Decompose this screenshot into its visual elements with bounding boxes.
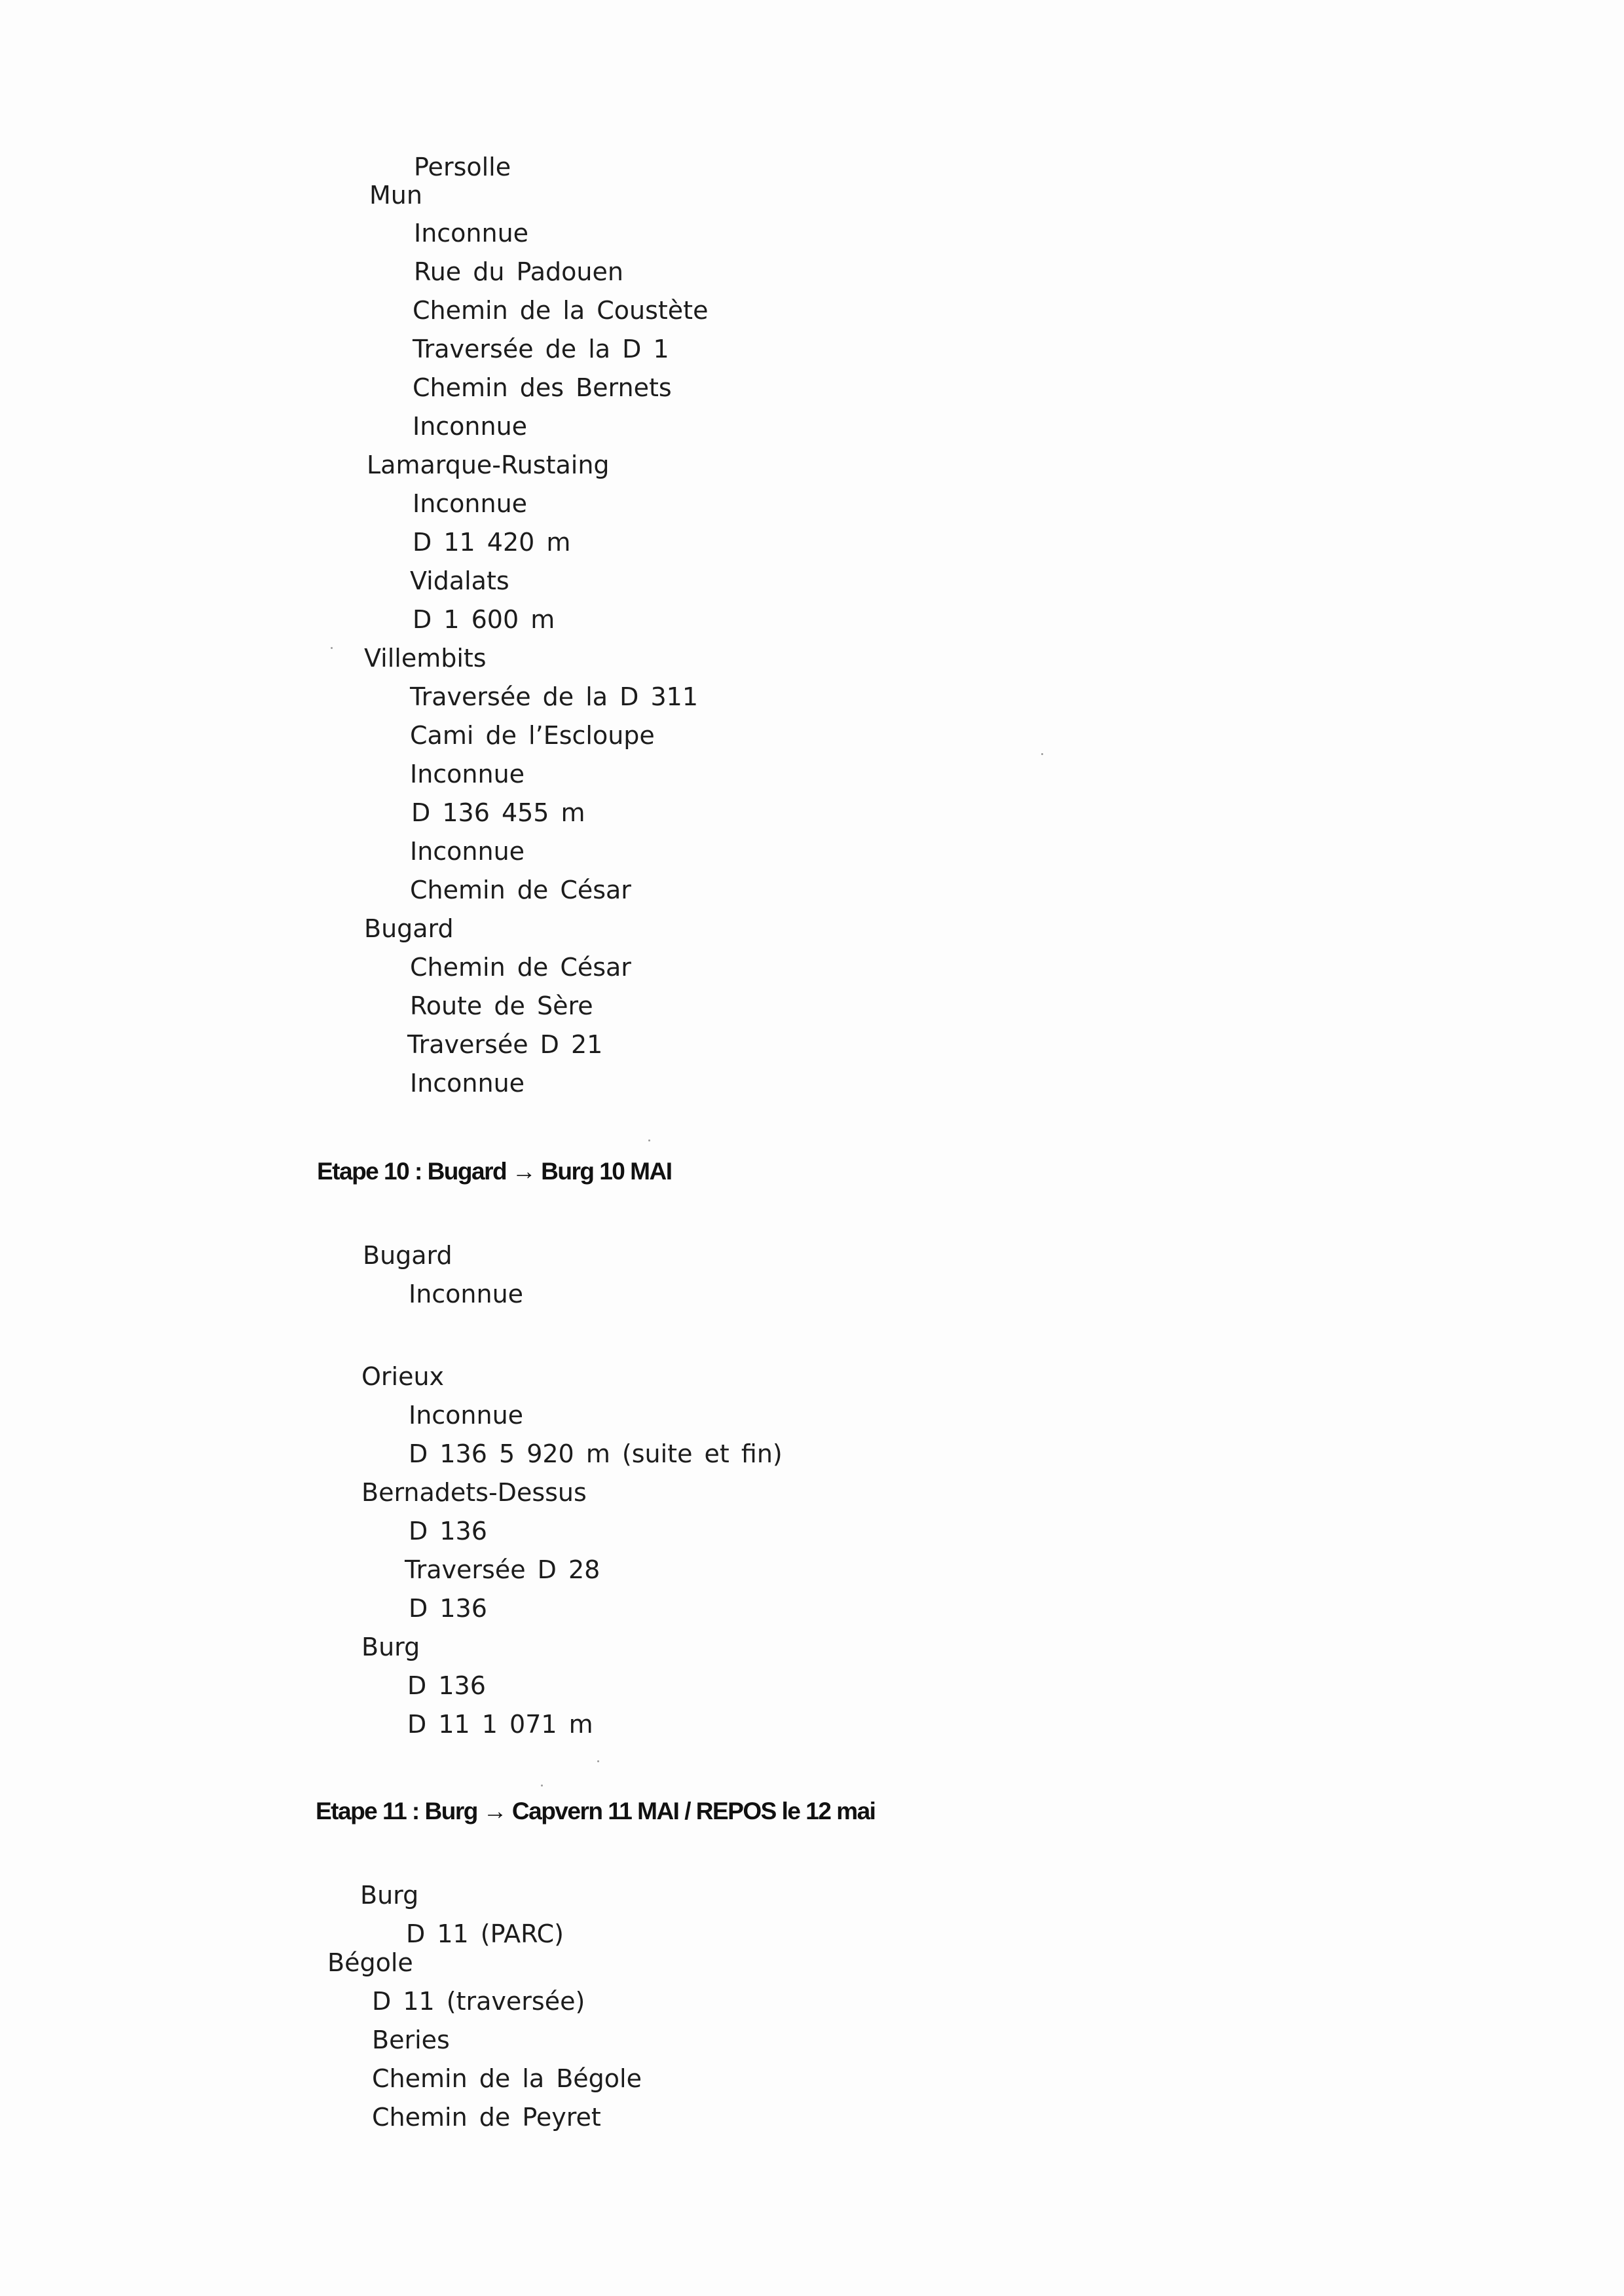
road-inconnue: Inconnue: [410, 1069, 525, 1098]
road-d11-parc: D 11 (PARC): [406, 1919, 564, 1948]
town-begole: Bégole: [327, 1948, 413, 1977]
road-inconnue: Inconnue: [410, 760, 525, 788]
road-chemin-de-peyret: Chemin de Peyret: [372, 2103, 601, 2132]
town-villembits: Villembits: [364, 644, 487, 673]
road-inconnue: Inconnue: [409, 1280, 524, 1308]
place-persolle: Persolle: [414, 153, 511, 181]
scan-speck: [1041, 753, 1043, 755]
road-chemin-de-la-coustete: Chemin de la Coustète: [413, 296, 709, 325]
town-burg: Burg: [361, 1633, 420, 1661]
road-chemin-de-cesar: Chemin de César: [410, 876, 631, 904]
road-d136-455m: D 136 455 m: [411, 798, 585, 827]
scan-speck: [597, 1760, 599, 1762]
road-chemin-de-cesar: Chemin de César: [410, 953, 631, 982]
town-bugard: Bugard: [363, 1241, 452, 1270]
road-rue-du-padouen: Rue du Padouen: [414, 257, 623, 286]
road-d11-traversee: D 11 (traversée): [372, 1987, 585, 2016]
road-d136: D 136: [409, 1594, 487, 1623]
road-d136: D 136: [407, 1671, 486, 1700]
scan-speck: [541, 1785, 543, 1787]
road-d136-5920m: D 136 5 920 m (suite et fin): [409, 1439, 783, 1468]
road-d11-1071m: D 11 1 071 m: [407, 1710, 593, 1739]
road-chemin-de-la-begole: Chemin de la Bégole: [372, 2064, 642, 2093]
road-traversee-d311: Traversée de la D 311: [410, 682, 699, 711]
scan-speck: [648, 1139, 650, 1141]
road-d136: D 136: [409, 1517, 487, 1546]
road-d11-420m: D 11 420 m: [413, 528, 571, 557]
town-orieux: Orieux: [361, 1362, 445, 1391]
scan-speck: [331, 647, 333, 649]
road-traversee-d28: Traversée D 28: [405, 1555, 600, 1584]
road-d1-600m: D 1 600 m: [413, 605, 555, 634]
road-cami-de-l-escloupe: Cami de l’Escloupe: [410, 721, 655, 750]
road-inconnue: Inconnue: [409, 1401, 524, 1430]
town-burg: Burg: [360, 1881, 419, 1910]
road-inconnue: Inconnue: [410, 837, 525, 866]
road-inconnue: Inconnue: [414, 219, 529, 248]
etape-10-heading: Etape 10 : Bugard → Burg 10 MAI: [317, 1158, 672, 1185]
road-traversee-d1: Traversée de la D 1: [413, 335, 669, 363]
road-chemin-des-bernets: Chemin des Bernets: [413, 373, 672, 402]
town-bugard: Bugard: [364, 914, 454, 943]
road-route-de-sere: Route de Sère: [410, 991, 593, 1020]
place-beries: Beries: [372, 2026, 450, 2054]
town-lamarque-rustaing: Lamarque-Rustaing: [367, 451, 610, 479]
etape-11-heading: Etape 11 : Burg → Capvern 11 MAI / REPOS le 12 mai: [316, 1798, 876, 1824]
road-inconnue: Inconnue: [413, 489, 528, 518]
town-bernadets-dessus: Bernadets-Dessus: [361, 1478, 587, 1507]
place-vidalats: Vidalats: [410, 566, 509, 595]
town-mun: Mun: [369, 181, 422, 210]
road-inconnue: Inconnue: [413, 412, 528, 441]
road-traversee-d21: Traversée D 21: [407, 1030, 603, 1059]
